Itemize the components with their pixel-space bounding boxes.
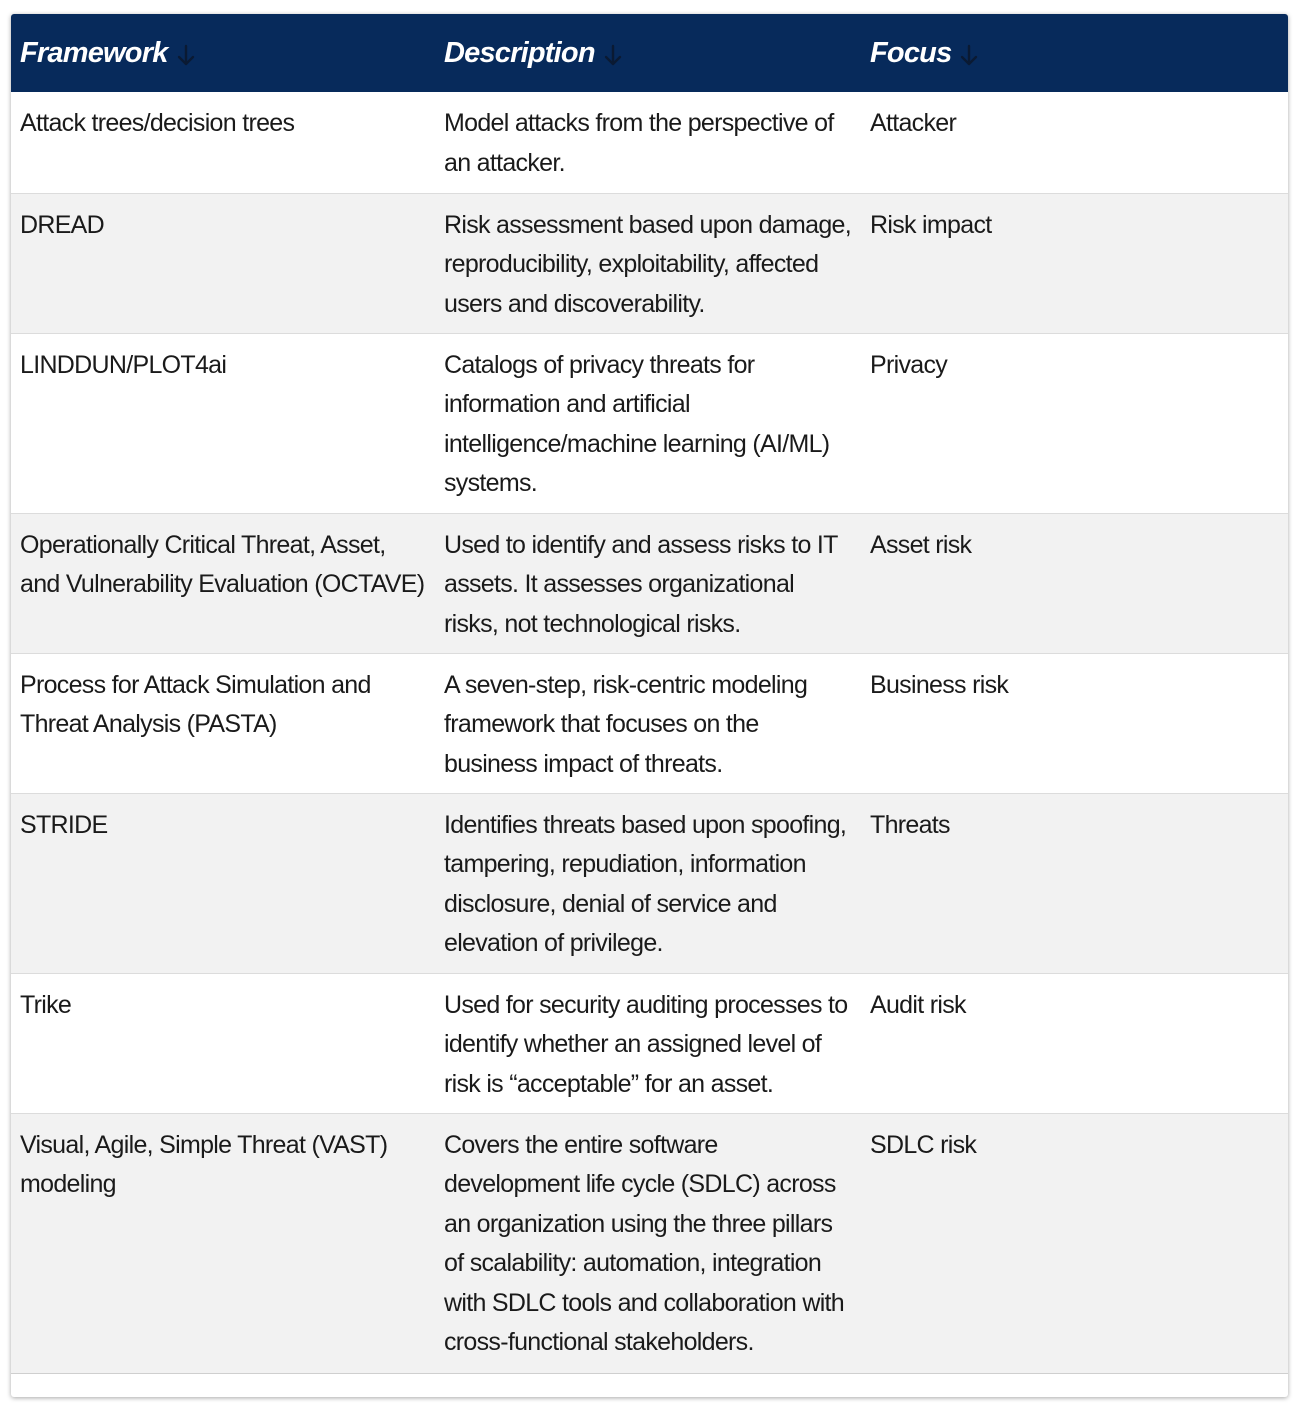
description-cell: Covers the entire software development life cycle (SDLC) across an organization using the three pillars of scalability: automation, integration with SDLC tools and collaboration with cross-functional stakeholders. [435, 1113, 861, 1373]
table-header-row [11, 14, 1288, 92]
table-row [11, 193, 1288, 333]
arrow-down-icon[interactable] [603, 43, 623, 76]
framework-cell: Attack trees/decision trees [11, 92, 435, 193]
framework-cell: STRIDE [11, 793, 435, 973]
focus-cell: Risk impact [861, 193, 1288, 333]
framework-cell: Process for Attack Simulation and Threat Analysis (PASTA) [11, 653, 435, 793]
description-cell: Model attacks from the perspective of an attacker. [435, 92, 861, 193]
description-cell: Used to identify and assess risks to IT assets. It assesses organizational risks, not technological risks. [435, 513, 861, 653]
table-row [11, 1113, 1288, 1373]
focus-cell: Privacy [861, 333, 1288, 513]
framework-cell: Visual, Agile, Simple Threat (VAST) modeling [11, 1113, 435, 1373]
column-header-description[interactable] [435, 14, 861, 92]
focus-cell: Audit risk [861, 973, 1288, 1113]
column-header-label: Focus [870, 36, 952, 69]
framework-cell: Operationally Critical Threat, Asset, and Vulnerability Evaluation (OCTAVE) [11, 513, 435, 653]
focus-cell: Business risk [861, 653, 1288, 793]
framework-cell: DREAD [11, 193, 435, 333]
table-row [11, 653, 1288, 793]
column-header-label: Description [444, 36, 595, 69]
table-row [11, 973, 1288, 1113]
description-cell: A seven-step, risk-centric modeling framework that focuses on the business impact of threats. [435, 653, 861, 793]
column-header-label: Framework [20, 36, 168, 69]
threat-modeling-table [11, 14, 1288, 1374]
threat-modeling-table-card [11, 14, 1288, 1397]
framework-cell: Trike [11, 973, 435, 1113]
focus-cell: Threats [861, 793, 1288, 973]
table-row [11, 333, 1288, 513]
focus-cell: Asset risk [861, 513, 1288, 653]
focus-cell: SDLC risk [861, 1113, 1288, 1373]
description-cell: Used for security auditing processes to identify whether an assigned level of risk is “acceptable” for an asset. [435, 973, 861, 1113]
column-header-framework[interactable] [11, 14, 435, 92]
table-row [11, 793, 1288, 973]
description-cell: Catalogs of privacy threats for information and artificial intelligence/machine learning (AI/ML) systems. [435, 333, 861, 513]
description-cell: Risk assessment based upon damage, reproducibility, exploitability, affected users and discoverability. [435, 193, 861, 333]
column-header-focus[interactable] [861, 14, 1288, 92]
arrow-down-icon[interactable] [176, 43, 196, 76]
description-cell: Identifies threats based upon spoofing, tampering, repudiation, information disclosure, denial of service and elevation of privilege. [435, 793, 861, 973]
framework-cell: LINDDUN/PLOT4ai [11, 333, 435, 513]
table-row [11, 513, 1288, 653]
table-row [11, 92, 1288, 193]
focus-cell: Attacker [861, 92, 1288, 193]
arrow-down-icon[interactable] [959, 43, 979, 76]
